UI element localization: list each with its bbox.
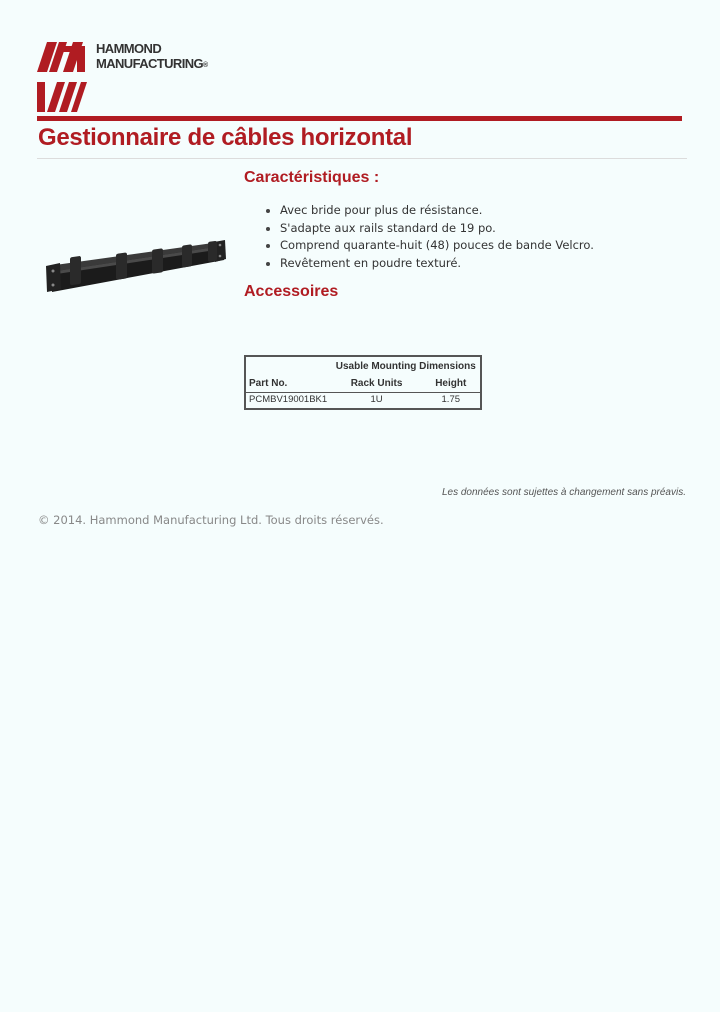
brand-name-line2: MANUFACTURING — [96, 56, 204, 71]
table-empty-header — [245, 356, 332, 376]
part-no-header: Part No. — [245, 376, 332, 393]
feature-text: Avec bride pour plus de résistance. — [280, 203, 483, 217]
brand-wordmark — [96, 41, 208, 73]
header-red-rule — [37, 116, 682, 121]
bullet-icon — [266, 244, 270, 248]
usable-mounting-dimensions-header: Usable Mounting Dimensions — [335, 361, 476, 372]
registered-mark: ® — [203, 62, 208, 69]
rack-units-cell: 1U — [370, 394, 383, 405]
height-cell: 1.75 — [441, 394, 461, 405]
table-group-header-row — [245, 356, 481, 376]
accessories-heading: Accessoires — [244, 283, 339, 300]
list-item — [266, 220, 594, 238]
brand-name-line1: HAMMOND — [96, 41, 162, 56]
list-item — [266, 237, 594, 255]
rack-units-header: Rack Units — [332, 376, 422, 393]
copyright: © 2014. Hammond Manufacturing Ltd. Tous droits réservés. — [38, 513, 384, 527]
title-divider — [37, 158, 687, 159]
feature-text: Comprend quarante-huit (48) pouces de bande Velcro. — [280, 238, 594, 252]
bullet-icon — [266, 209, 270, 213]
spec-table — [244, 355, 482, 410]
disclaimer: Les données sont sujettes à changement sans préavis. — [441, 487, 686, 498]
hammond-logo — [37, 40, 227, 114]
table-header-row — [245, 376, 481, 393]
features-list — [266, 202, 594, 272]
list-item — [266, 255, 594, 273]
features-heading: Caractéristiques : — [244, 169, 380, 186]
cable-manager-product-image — [44, 232, 234, 302]
hammond-logo-icon — [37, 40, 89, 114]
part-number-cell: PCMBV19001BK1 — [249, 394, 328, 405]
bullet-icon — [266, 227, 270, 231]
bullet-icon — [266, 262, 270, 266]
feature-text: Revêtement en poudre texturé. — [280, 255, 462, 270]
cable-manager-icon — [44, 232, 234, 302]
table-row — [245, 393, 481, 410]
height-header: Height — [422, 376, 481, 393]
list-item — [266, 202, 594, 220]
feature-text: S'adapte aux rails standard de 19 po. — [280, 220, 496, 235]
page-title: Gestionnaire de câbles horizontal — [38, 124, 413, 151]
